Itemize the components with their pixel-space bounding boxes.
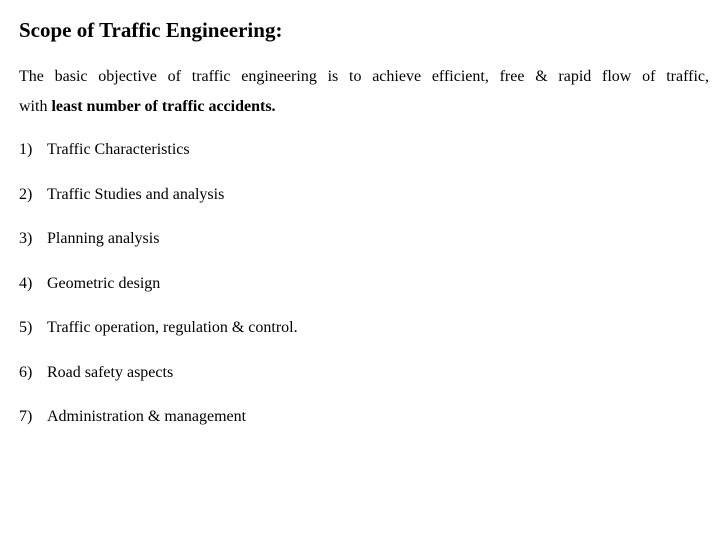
list-item <box>19 272 298 317</box>
list-item-label: Traffic operation, regulation & control. <box>47 319 298 336</box>
list-item-label: Administration & management <box>47 408 247 425</box>
scope-list <box>19 138 298 450</box>
list-item <box>19 138 298 183</box>
list-item-label: Geometric design <box>47 274 161 292</box>
list-item-number: 1) <box>19 141 33 158</box>
list-item-label: Traffic Characteristics <box>47 141 190 158</box>
list-item-number: 4) <box>19 274 33 292</box>
list-item <box>19 405 298 450</box>
list-item <box>19 227 298 272</box>
list-item <box>19 316 298 361</box>
objective-paragraph <box>19 62 709 122</box>
paragraph-line-2 <box>19 92 709 122</box>
list-item-label: Traffic Studies and analysis <box>47 185 225 203</box>
list-item <box>19 183 298 228</box>
list-item-label: Road safety aspects <box>47 363 174 381</box>
list-item-number: 7) <box>19 408 33 425</box>
list-item-number: 2) <box>19 185 33 203</box>
list-item-number: 5) <box>19 319 33 336</box>
paragraph-line-1: The basic objective of traffic engineering is to achieve efficient, free & rapid flow of traffic, <box>19 68 709 85</box>
list-item-label: Planning analysis <box>47 230 160 247</box>
paragraph-emphasis: least number of traffic accidents. <box>51 98 276 115</box>
paragraph-line-2-prefix: with <box>19 98 52 115</box>
list-item-number: 3) <box>19 230 33 247</box>
list-item-number: 6) <box>19 363 33 381</box>
page-title: Scope of Traffic Engineering: <box>19 18 283 42</box>
list-item <box>19 361 298 406</box>
